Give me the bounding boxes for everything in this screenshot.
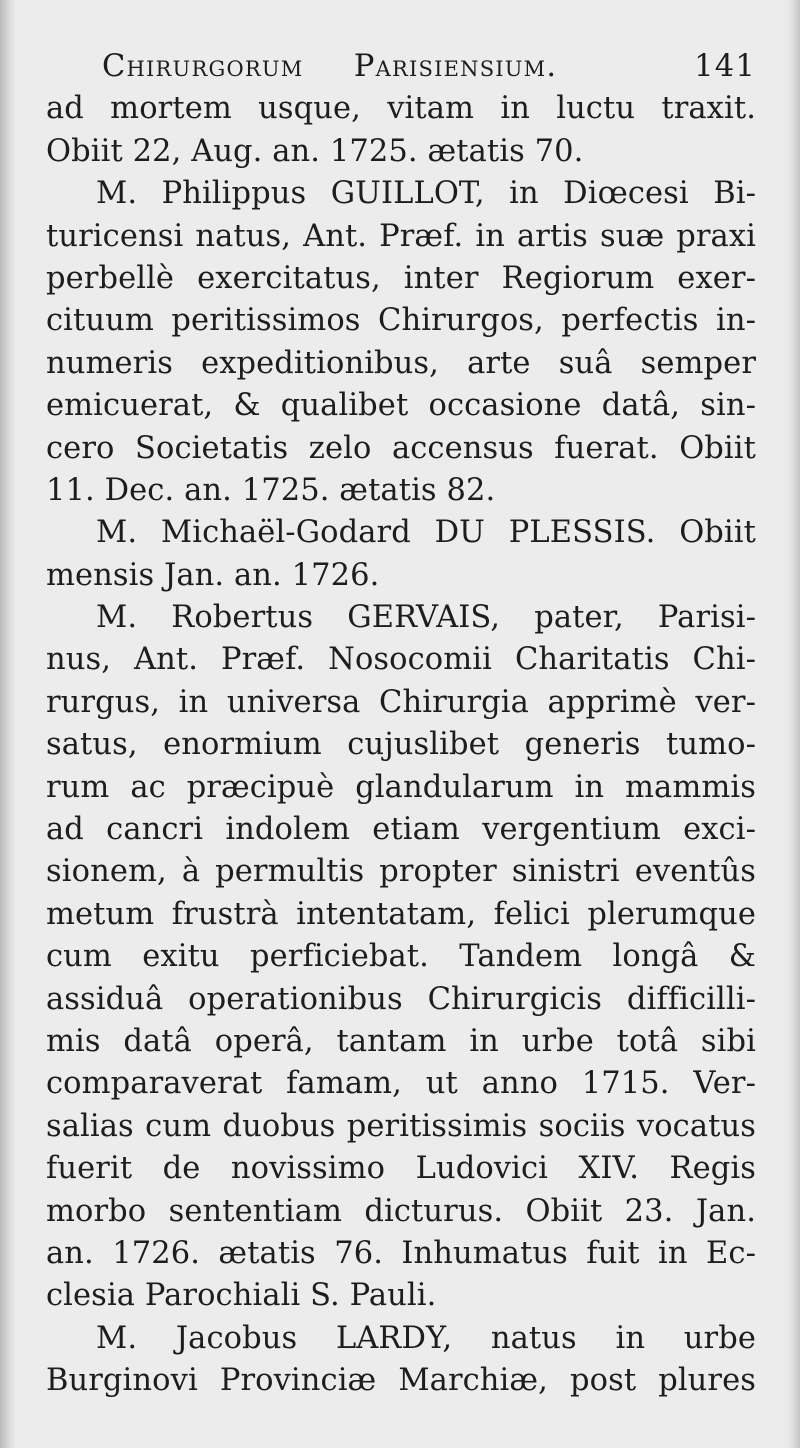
entry-start-line: M. Robertus GERVAIS, pater, Parisi- <box>96 600 756 636</box>
text-line: perbellè exercitatus, inter Regiorum exer- <box>46 260 756 296</box>
text-line: turicensi natus, Ant. Præf. in artis suæ praxi <box>46 218 756 254</box>
entry-start-line: M. Philippus GUILLOT, in Diœcesi Bi- <box>96 176 756 212</box>
text-line: Obiit 22, Aug. an. 1725. ætatis 70. <box>46 133 584 169</box>
text-line: assiduâ operationibus Chirurgicis difficilli- <box>46 981 756 1017</box>
text-line: comparaverat famam, ut anno 1715. Ver- <box>46 1066 756 1102</box>
running-head-line <box>46 46 756 88</box>
text-line: mensis Jan. an. 1726. <box>46 557 380 593</box>
page-number: 141 <box>694 49 756 84</box>
text-line: satus, enormium cujuslibet generis tumo- <box>46 727 756 763</box>
text-line: 11. Dec. an. 1725. ætatis 82. <box>46 472 496 508</box>
text-line: metum frustrà intentatam, felici plerumque <box>46 896 756 932</box>
text-line: emicuerat, & qualibet occasione datâ, sin- <box>46 388 756 424</box>
text-line: cero Societatis zelo accensus fuerat. Obiit <box>46 430 756 466</box>
text-line: cum exitu perficiebat. Tandem longâ & <box>46 939 756 975</box>
text-line: mis datâ operâ, tantam in urbe totâ sibi <box>46 1023 756 1059</box>
text-line: salias cum duobus peritissimis sociis vocatus <box>46 1108 756 1144</box>
text-line: ad cancri indolem etiam vergentium exci- <box>46 812 756 848</box>
page-gutter-shadow <box>0 0 16 1448</box>
text-line: sionem, à permultis propter sinistri eventûs <box>46 854 756 890</box>
entry-start-line: M. Jacobus LARDY, natus in urbe <box>96 1320 756 1356</box>
text-line: rum ac præcipuè glandularum in mammis <box>46 769 756 805</box>
entry-start-line: M. Michaël-Godard DU PLESSIS. Obiit <box>96 515 756 551</box>
text-line: clesia Parochiali S. Pauli. <box>46 1278 437 1314</box>
page-edge-shadow <box>786 0 800 1448</box>
text-line: nus, Ant. Præf. Nosocomii Charitatis Chi- <box>46 642 756 678</box>
page-text <box>46 46 756 1403</box>
text-line: fuerit de novissimo Ludovici XIV. Regis <box>46 1151 756 1187</box>
text-line: ad mortem usque, vitam in luctu traxit. <box>46 91 756 127</box>
text-line: numeris expeditionibus, arte suâ semper <box>46 345 756 381</box>
text-line: morbo sententiam dicturus. Obiit 23. Jan. <box>46 1193 756 1229</box>
running-head: Chirurgorum Parisiensium. <box>102 49 558 84</box>
text-line: Burginovi Provinciæ Marchiæ, post plures <box>46 1363 756 1399</box>
text-line: cituum peritissimos Chirurgos, perfectis in- <box>46 303 756 339</box>
text-line: rurgus, in universa Chirurgia apprimè ver- <box>46 684 756 720</box>
text-line: an. 1726. ætatis 76. Inhumatus fuit in Ec- <box>46 1235 756 1271</box>
